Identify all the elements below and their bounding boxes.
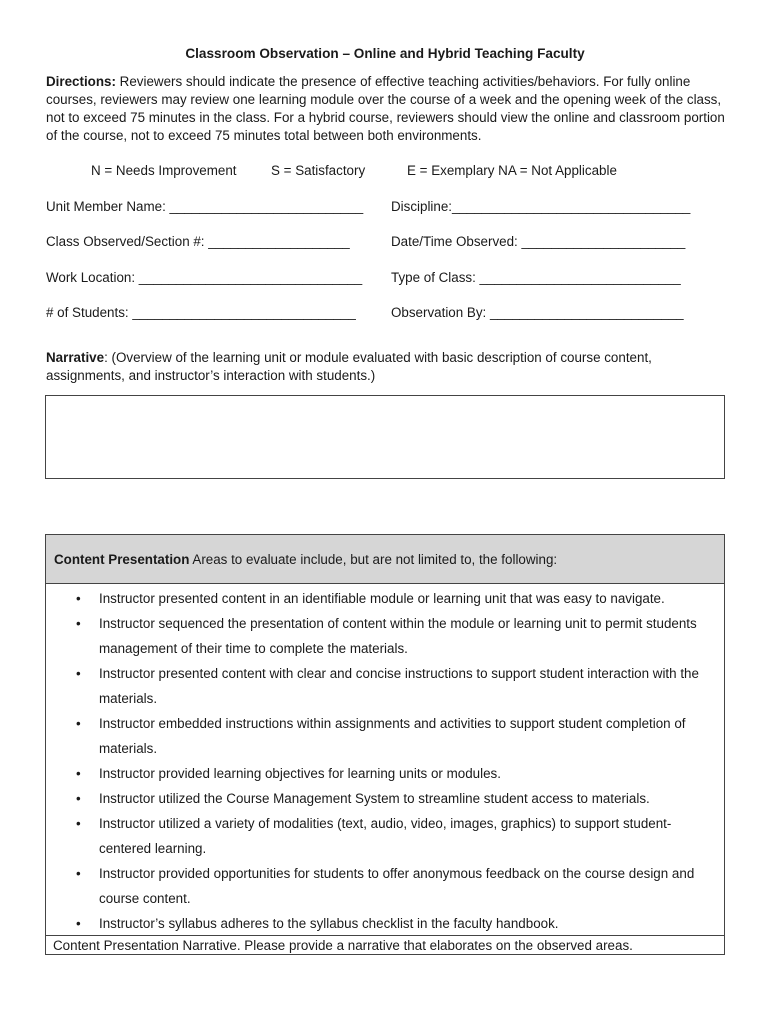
list-item: [46, 761, 724, 786]
list-item: [46, 811, 724, 861]
directions-paragraph: [46, 73, 730, 145]
bullet-icon: •: [76, 791, 81, 806]
bullet-icon: •: [76, 666, 81, 681]
bullet-icon: •: [76, 591, 81, 606]
content-presentation-footer-text: Content Presentation Narrative. Please provide a narrative that elaborates on the observed areas.: [53, 938, 633, 953]
directions-label: Directions:: [46, 74, 116, 89]
num-students-field[interactable]: # of Students: ______________________________: [46, 305, 356, 320]
bullet-icon: •: [76, 616, 81, 631]
list-item-text: Instructor provided learning objectives for learning units or modules.: [99, 766, 501, 781]
class-observed-field[interactable]: Class Observed/Section #: ___________________: [46, 234, 350, 249]
content-presentation-narrative-row[interactable]: [45, 935, 725, 955]
legend-exemplary-na: E = Exemplary NA = Not Applicable: [407, 163, 617, 178]
content-presentation-label: Content Presentation: [54, 552, 190, 567]
narrative-text: : (Overview of the learning unit or module evaluated with basic description of course content, assignments, and instructor’s interaction with students.): [46, 350, 652, 383]
narrative-text-box[interactable]: [45, 395, 725, 479]
list-item-text: Instructor embedded instructions within assignments and activities to support student completion of materials.: [99, 716, 686, 756]
list-item-text: Instructor sequenced the presentation of content within the module or learning unit to permit students management of their time to complete the materials.: [99, 616, 697, 656]
page-title: Classroom Observation – Online and Hybrid Teaching Faculty: [185, 46, 585, 61]
list-item: [46, 611, 724, 661]
discipline-field[interactable]: Discipline:________________________________: [391, 199, 691, 214]
bullet-icon: •: [76, 866, 81, 881]
type-of-class-field[interactable]: Type of Class: ___________________________: [391, 270, 681, 285]
content-presentation-header: [45, 534, 725, 584]
bullet-icon: •: [76, 766, 81, 781]
content-presentation-list: [46, 586, 724, 936]
list-item-text: Instructor utilized the Course Management System to streamline student access to materials.: [99, 791, 650, 806]
narrative-label: Narrative: [46, 350, 105, 365]
list-item-text: Instructor utilized a variety of modalities (text, audio, video, images, graphics) to support student-centered learning.: [99, 816, 672, 856]
list-item-text: Instructor’s syllabus adheres to the syllabus checklist in the faculty handbook.: [99, 916, 559, 931]
content-presentation-intro: Areas to evaluate include, but are not limited to, the following:: [189, 552, 558, 567]
bullet-icon: •: [76, 916, 81, 931]
list-item-text: Instructor provided opportunities for students to offer anonymous feedback on the course design and course content.: [99, 866, 695, 906]
list-item: [46, 661, 724, 711]
list-item-text: Instructor presented content in an identifiable module or learning unit that was easy to navigate.: [99, 591, 665, 606]
narrative-instructions: [46, 349, 730, 385]
legend-needs-improvement: N = Needs Improvement: [91, 163, 237, 178]
list-item: [46, 586, 724, 611]
directions-text: Reviewers should indicate the presence of effective teaching activities/behaviors. For fully online courses, reviewers may review one learning module over the course of a week and the opening week of the class, not to exceed 75 minutes in the class. For a hybrid course, reviewers should view the online and classroom portion of the course, not to exceed 75 minutes total between both environments.: [46, 74, 725, 143]
content-presentation-list-box: [45, 583, 725, 935]
list-item: [46, 911, 724, 936]
rating-legend: [0, 163, 770, 181]
list-item: [46, 786, 724, 811]
unit-member-name-field[interactable]: Unit Member Name: __________________________: [46, 199, 364, 214]
work-location-field[interactable]: Work Location: ______________________________: [46, 270, 363, 285]
list-item: [46, 711, 724, 761]
list-item-text: Instructor presented content with clear and concise instructions to support student interaction with the materials.: [99, 666, 699, 706]
date-time-observed-field[interactable]: Date/Time Observed: ______________________: [391, 234, 686, 249]
list-item: [46, 861, 724, 911]
observation-by-field[interactable]: Observation By: __________________________: [391, 305, 684, 320]
bullet-icon: •: [76, 816, 81, 831]
bullet-icon: •: [76, 716, 81, 731]
legend-satisfactory: S = Satisfactory: [271, 163, 366, 178]
